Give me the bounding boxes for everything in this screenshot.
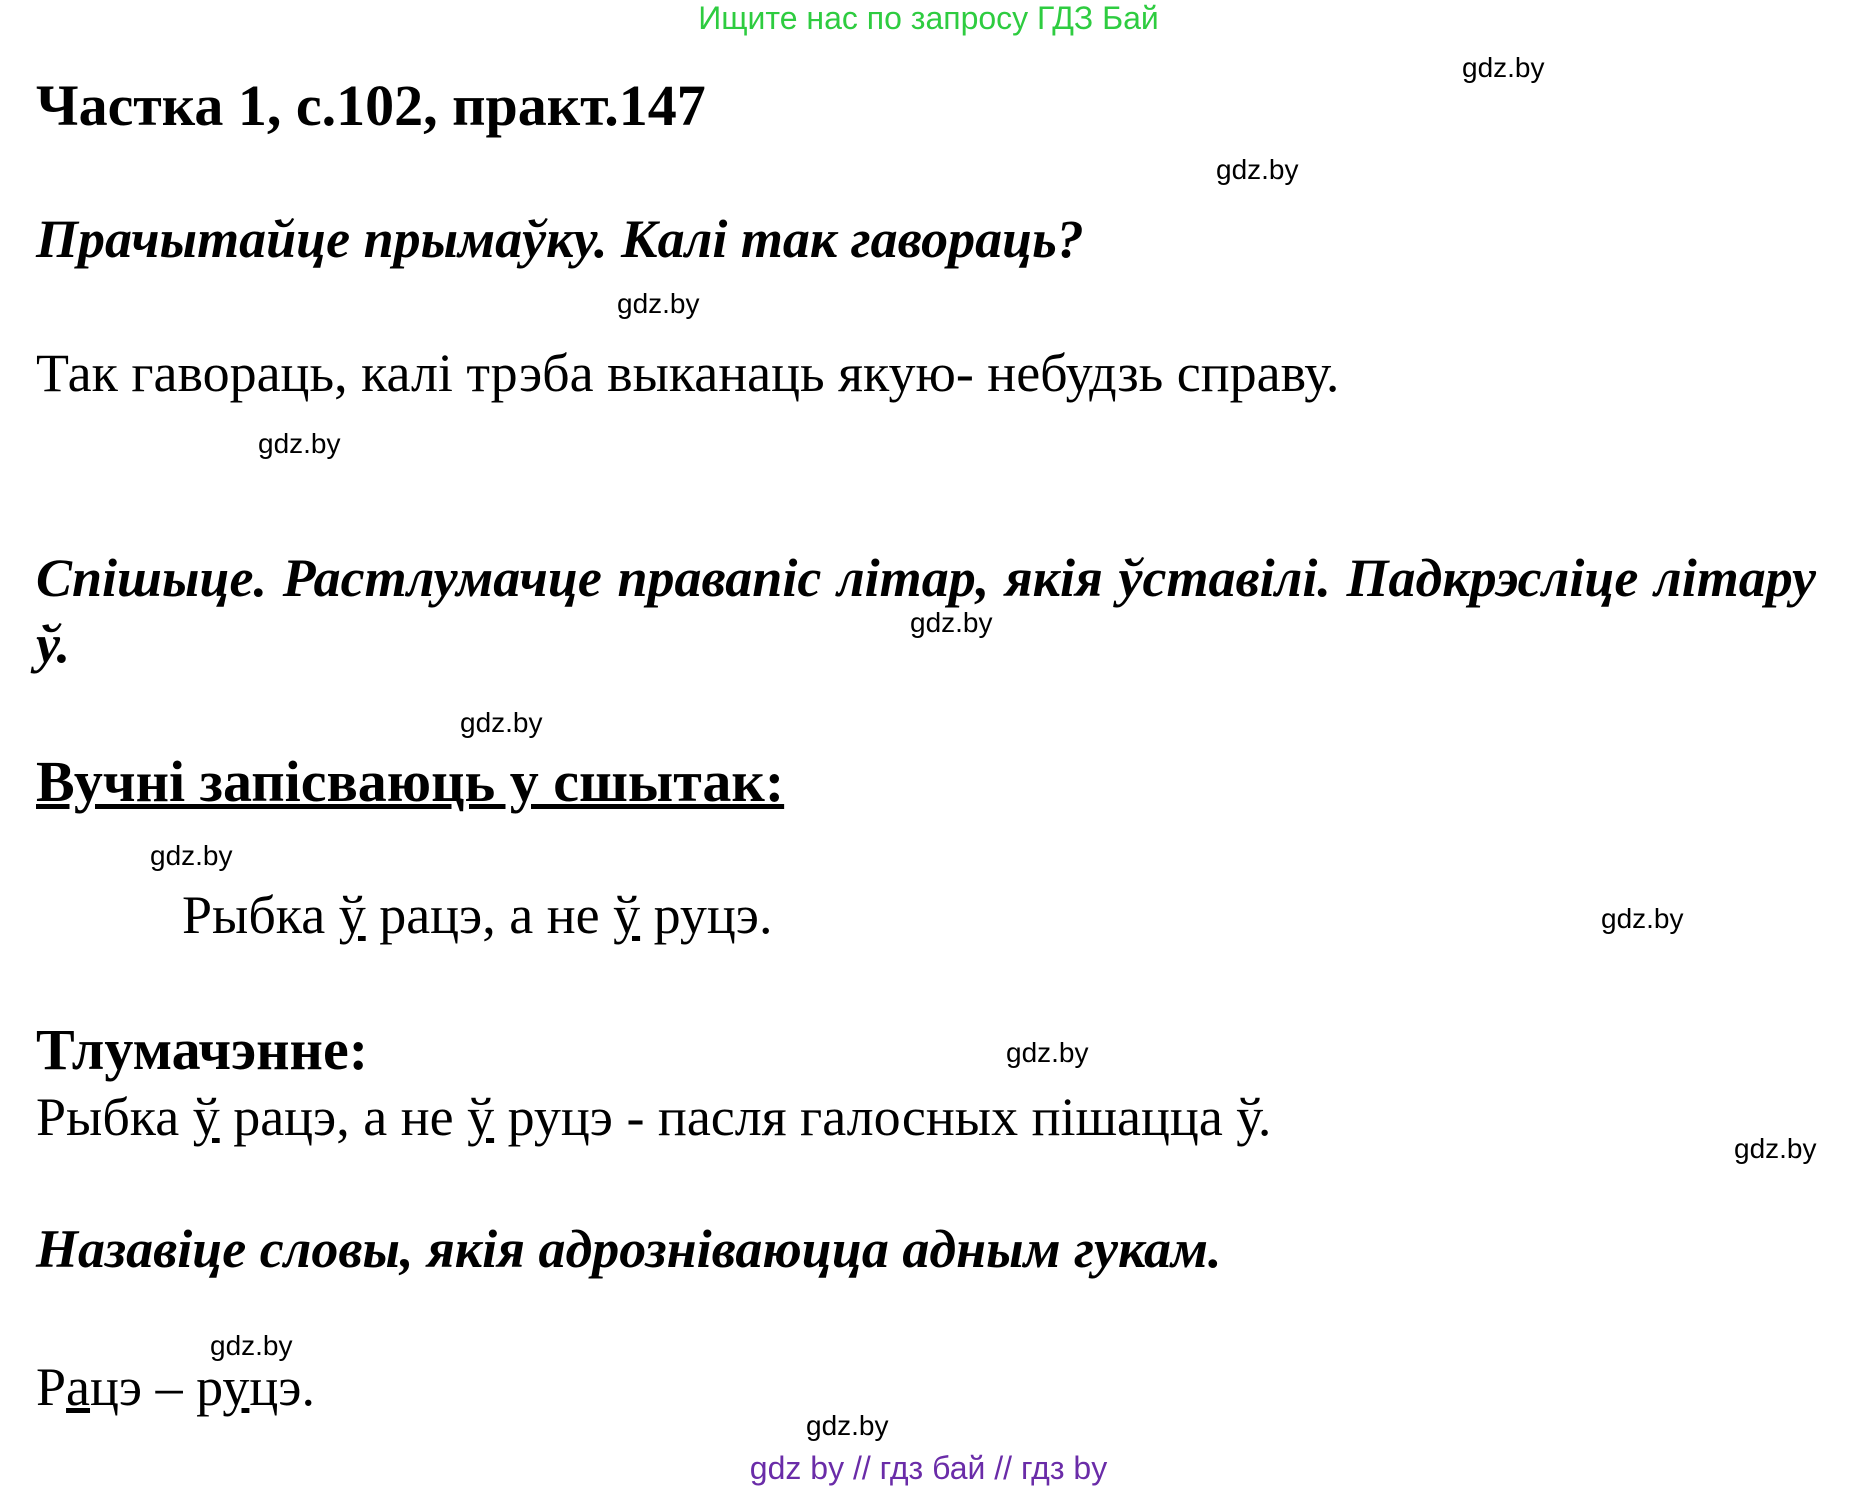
watermark: gdz.by — [617, 288, 700, 319]
proverb-part: Рыбка — [182, 885, 339, 945]
underlined-letter: а — [66, 1357, 91, 1417]
proverb-part: руцэ. — [640, 885, 773, 945]
watermark: gdz.by — [1006, 1037, 1089, 1068]
underlined-letter: у — [222, 1357, 250, 1417]
proverb-part: рацэ, а не — [365, 885, 614, 945]
page-title: Частка 1, с.102, практ.147 — [36, 73, 706, 138]
explanation-line — [36, 1086, 1271, 1148]
watermark: gdz.by — [1734, 1133, 1817, 1164]
explanation-label: Тлумачэнне: — [36, 1017, 369, 1082]
watermark: gdz.by — [1216, 154, 1299, 185]
footer-links[interactable]: gdz by // гдз бай // гдз by — [749, 1450, 1108, 1486]
watermark: gdz.by — [258, 428, 341, 459]
students-write-label: Вучні запісваюць у сшытак: — [36, 749, 785, 814]
underlined-letter: ў — [467, 1087, 495, 1147]
watermark: gdz.by — [1601, 903, 1684, 934]
answer-3-part: цэ. — [249, 1357, 315, 1417]
top-banner[interactable]: Ищите нас по запросу ГДЗ Бай — [698, 0, 1159, 36]
watermark: gdz.by — [806, 1410, 889, 1441]
explanation-part: руцэ - пасля галосных пішацца ў. — [494, 1087, 1272, 1147]
answer-1: Так гавораць, калі трэба выканаць якую- небудзь справу. — [36, 343, 1340, 403]
watermark: gdz.by — [910, 607, 993, 638]
watermark: gdz.by — [1462, 52, 1545, 83]
underlined-letter: ў — [613, 885, 641, 945]
answer-3 — [36, 1356, 315, 1418]
proverb-line — [182, 884, 772, 946]
watermark: gdz.by — [210, 1330, 293, 1361]
watermark: gdz.by — [460, 707, 543, 738]
answer-3-part: Р — [36, 1357, 67, 1417]
underlined-letter: ў — [338, 885, 366, 945]
explanation-part: рацэ, а не — [219, 1087, 468, 1147]
task-3-heading: Назавіце словы, якія адрозніваюцца адным гукам. — [36, 1219, 1222, 1279]
task-2-heading: Спішыце. Растлумачце правапіс літар, якія ўставілі. Падкрэсліце літару ў. — [36, 548, 1816, 674]
watermark: gdz.by — [150, 840, 233, 871]
task-1-heading: Прачытайце прымаўку. Калі так гавораць? — [36, 209, 1084, 269]
explanation-part: Рыбка — [36, 1087, 193, 1147]
answer-3-part: цэ – р — [90, 1357, 223, 1417]
underlined-letter: ў — [192, 1087, 220, 1147]
